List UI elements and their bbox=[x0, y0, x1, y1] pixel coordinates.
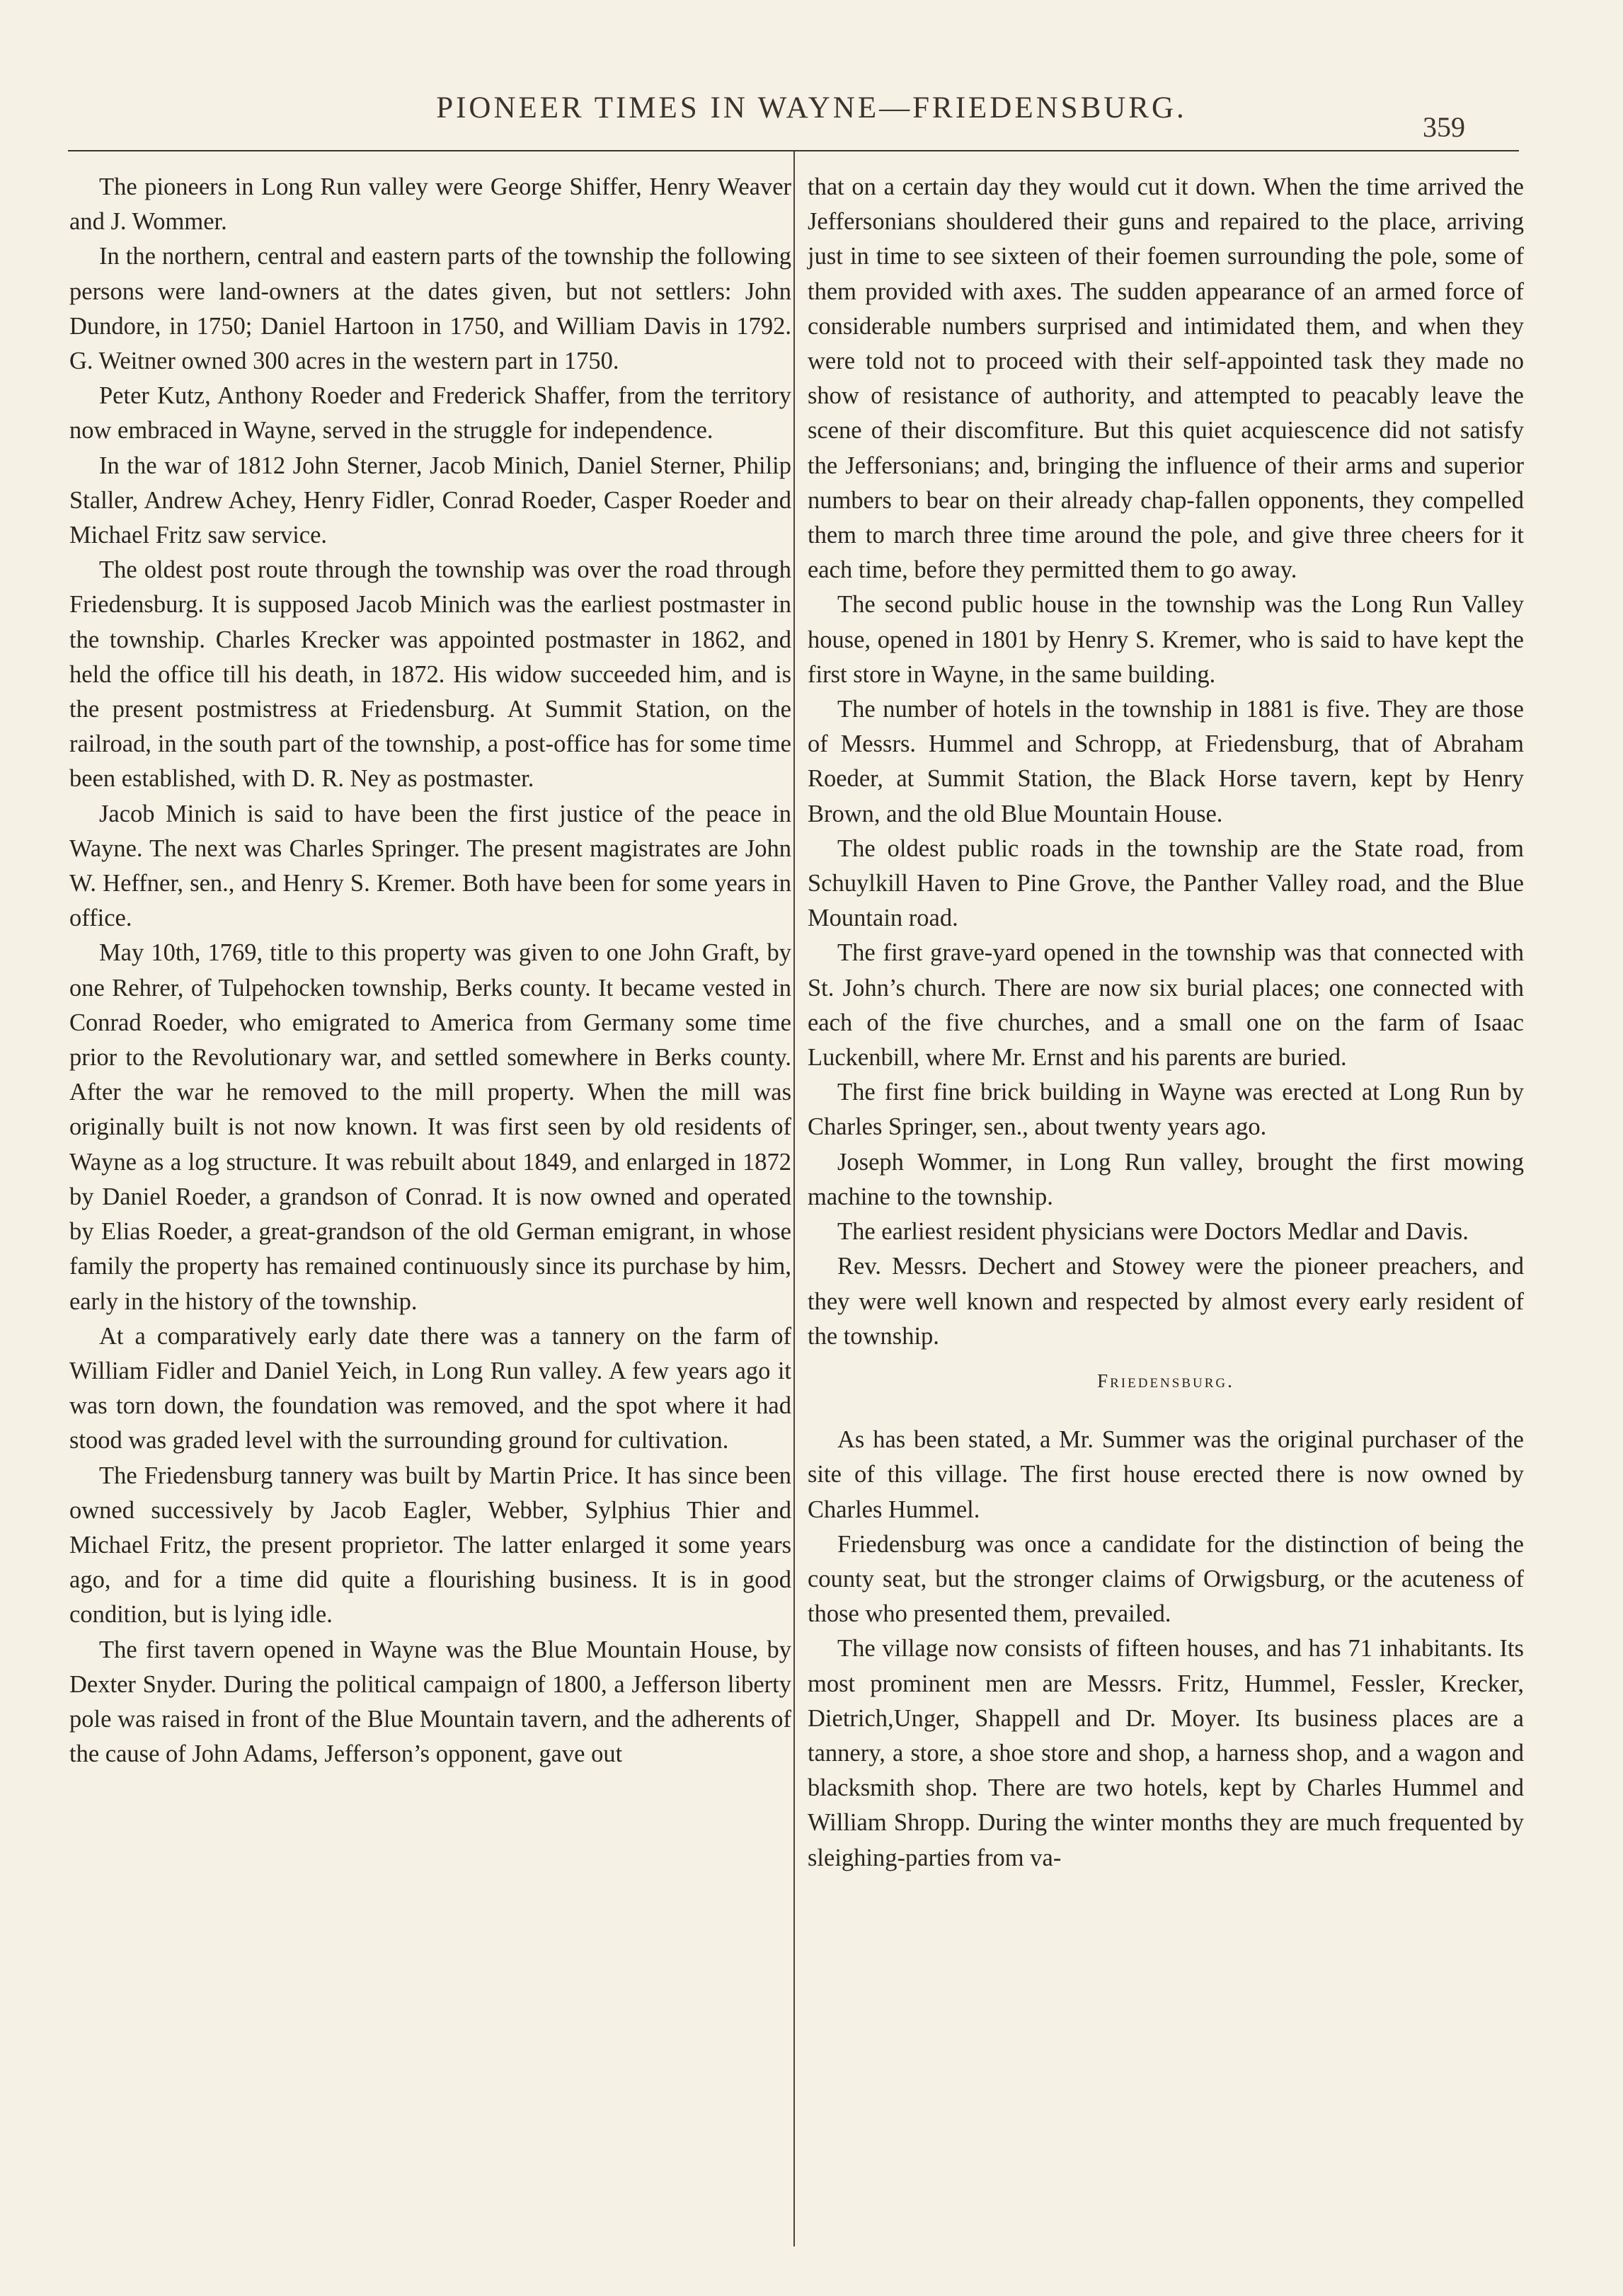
paragraph: The pioneers in Long Run valley were George Shiffer, Henry Weaver and J. Wommer. bbox=[69, 173, 791, 236]
paragraph: The first tavern opened in Wayne was the Blue Mountain House, by Dexter Snyder. During the political campaign of 1800, a Jefferson liberty pole was raised in front of the Blue Mountain tavern, and the adherents of the cause of John Adams, Jefferson’s opponent, gave out bbox=[69, 1636, 791, 1768]
section-heading: Friedensburg. bbox=[1097, 1370, 1234, 1391]
continued-paragraph: that on a certain day they would cut it down. When the time arrived the Jeffersonians shouldered their guns and repaired to the place, arriving just in time to see sixteen of their foemen surrounding the pole, some of them provided with axes. The sudden appearance of an armed force of considerable numbers surprised and intimidated them, and when they were told not to proceed with their self-appointed task they made no show of resistance of authority, and attempted to peacably leave the scene of their discomfiture. But this quiet acquiescence did not satisfy the Jeffersonians; and, bringing the influence of their arms and superior numbers to bear on their already chap-fallen opponents, they compelled them to march three time around the pole, and give three cheers for it each time, before they permitted them to go away. bbox=[808, 173, 1524, 584]
paragraph: Friedensburg was once a candidate for the distinction of being the county seat, but the stronger claims of Orwigsburg, or the acuteness of those who presented them, prevailed. bbox=[808, 1530, 1524, 1628]
right-column bbox=[808, 170, 1524, 1876]
paragraph: The earliest resident physicians were Doctors Medlar and Davis. bbox=[837, 1218, 1469, 1246]
paragraph: The first grave-yard opened in the township was that connected with St. John’s church. There are now six burial places; one connected with each of the five churches, and a small one on the farm of Isaac Luckenbill, where Mr. Ernst and his parents are buried. bbox=[808, 939, 1524, 1072]
paragraph: The second public house in the township was the Long Run Valley house, opened in 1801 by Henry S. Kremer, who is said to have kept the first store in Wayne, in the same building. bbox=[808, 591, 1524, 688]
paragraph: In the war of 1812 John Sterner, Jacob Minich, Daniel Sterner, Philip Staller, Andrew Achey, Henry Fidler, Conrad Roeder, Casper Roeder and Michael Fritz saw service. bbox=[69, 452, 791, 549]
paragraph: The first fine brick building in Wayne was erected at Long Run by Charles Springer, sen., about twenty years ago. bbox=[808, 1079, 1524, 1141]
page-number: 359 bbox=[1423, 111, 1465, 143]
paragraph: The oldest public roads in the township are the State road, from Schuylkill Haven to Pine Grove, the Panther Valley road, and the Blue Mountain road. bbox=[808, 834, 1524, 932]
paragraph: Rev. Messrs. Dechert and Stowey were the pioneer preachers, and they were well known and respected by almost every early resident of the township. bbox=[808, 1253, 1524, 1350]
column-divider bbox=[793, 151, 795, 2246]
left-column bbox=[69, 170, 791, 1772]
paragraph: At a comparatively early date there was a tannery on the farm of William Fidler and Daniel Yeich, in Long Run valley. A few years ago it was torn down, the foundation was removed, and the spot where it had stood was graded level with the surrounding ground for cultivation. bbox=[69, 1322, 791, 1454]
paragraph: The village now consists of fifteen houses, and has 71 inhabitants. Its most prominent men are Messrs. Fritz, Hummel, Fessler, Krecker, Dietrich,Unger, Shappell and Dr. Moyer. Its business places are a tannery, a store, a shoe store and shop, a harness shop, and a wagon and blacksmith shop. There are two hotels, kept by Charles Hummel and William Shropp. During the winter months they are much frequented by sleighing-parties from va- bbox=[808, 1635, 1524, 1871]
running-head: PIONEER TIMES IN WAYNE—FRIEDENSBURG. bbox=[436, 91, 1187, 125]
paragraph: In the northern, central and eastern parts of the township the following persons were land-owners at the dates given, but not settlers: John Dundore, in 1750; Daniel Hartoon in 1750, and William Davis in 1792. G. Weitner owned 300 acres in the western part in 1750. bbox=[69, 243, 791, 375]
paragraph: Jacob Minich is said to have been the first justice of the peace in Wayne. The next was Charles Springer. The present magistrates are John W. Heffner, sen., and Henry S. Kremer. Both have been for some years in office. bbox=[69, 800, 791, 932]
paragraph: May 10th, 1769, title to this property was given to one John Graft, by one Rehrer, of Tulpehocken township, Berks county. It became vested in Conrad Roeder, who emigrated to America from Germany some time prior to the Revolutionary war, and settled somewhere in Berks county. After the war he removed to the mill property. When the mill was originally built is not now known. It was first seen by old residents of Wayne as a log structure. It was rebuilt about 1849, and enlarged in 1872 by Daniel Roeder, a grandson of Conrad. It is now owned and operated by Elias Roeder, a great-grandson of the old German emigrant, in whose family the property has remained continuously since its purchase by him, early in the history of the township. bbox=[69, 939, 791, 1315]
paragraph: The oldest post route through the township was over the road through Friedensburg. It is supposed Jacob Minich was the earliest postmaster in the township. Charles Krecker was appointed postmaster in 1862, and held the office till his death, in 1872. His widow succeeded him, and is the present postmistress at Friedensburg. At Summit Station, on the railroad, in the south part of the township, a post-office has for some time been established, with D. R. Ney as postmaster. bbox=[69, 556, 791, 793]
paragraph: The Friedensburg tannery was built by Martin Price. It has since been owned successively by Jacob Eagler, Webber, Sylphius Thier and Michael Fritz, the present proprietor. The latter enlarged it some years ago, and for a time did quite a flourishing business. It is in good condition, but is lying idle. bbox=[69, 1462, 791, 1629]
paragraph: Peter Kutz, Anthony Roeder and Frederick Shaffer, from the territory now embraced in Wayne, served in the struggle for independence. bbox=[69, 382, 791, 444]
paragraph: As has been stated, a Mr. Summer was the original purchaser of the site of this village. The first house erected there is now owned by Charles Hummel. bbox=[808, 1426, 1524, 1523]
paragraph: Joseph Wommer, in Long Run valley, brought the first mowing machine to the township. bbox=[808, 1148, 1524, 1210]
paragraph: The number of hotels in the township in 1881 is five. They are those of Messrs. Hummel and Schropp, at Friedensburg, that of Abraham Roeder, at Summit Station, the Black Horse tavern, kept by Henry Brown, and the old Blue Mountain House. bbox=[808, 696, 1524, 827]
